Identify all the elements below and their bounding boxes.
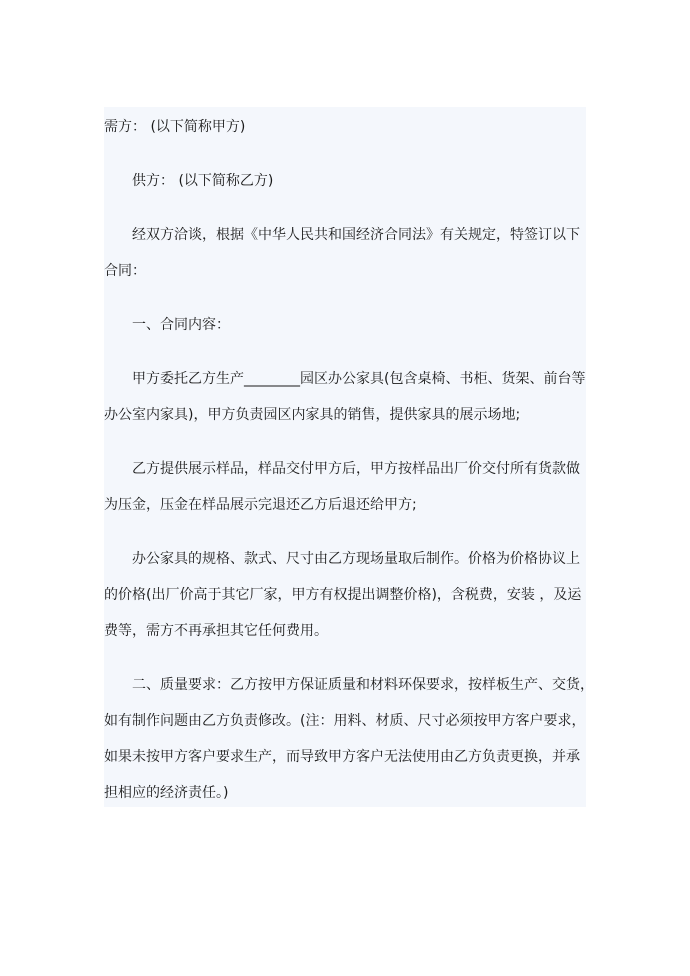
- text-line: 二、质量要求：乙方按甲方保证质量和材料环保要求，按样板生产、交货，: [132, 677, 594, 693]
- section-2-quality: [104, 667, 594, 811]
- section-1-heading: [104, 307, 586, 343]
- text-line: 如果未按甲方客户要求生产，而导致甲方客户无法使用由乙方负责更换，并承: [104, 749, 580, 765]
- section-1-item-1: [104, 361, 586, 433]
- contract-text-block: [104, 107, 594, 807]
- text-line: 乙方提供展示样品，样品交付甲方后，甲方按样品出厂价交付所有货款做: [132, 461, 580, 477]
- text-line: 经双方洽谈，根据《中华人民共和国经济合同法》有关规定，特签订以下: [132, 227, 580, 243]
- text-line: 办公室内家具)，甲方负责园区内家具的销售，提供家具的展示场地;: [104, 407, 521, 423]
- text-line: 一、合同内容：: [132, 317, 230, 333]
- text-line: 担相应的经济责任。): [104, 785, 229, 801]
- text-line: 供方： (以下简称乙方): [132, 173, 274, 189]
- text-line: 需方： (以下简称甲方): [104, 119, 246, 135]
- text-line: 甲方委托乙方生产________园区办公家具(包含桌椅、书柜、货架、前台等: [132, 371, 586, 387]
- text-line: 如有制作问题由乙方负责修改。(注：用料、材质、尺寸必须按甲方客户要求，: [104, 713, 586, 729]
- section-1-item-3: [104, 541, 586, 649]
- paragraph-buyer: [104, 109, 586, 145]
- text-line: 为压金，压金在样品展示完退还乙方后退还给甲方;: [104, 497, 417, 513]
- text-line: 的价格(出厂价高于其它厂家，甲方有权提出调整价格)，含税费，安装 ，及运: [104, 587, 582, 603]
- section-1-item-2: [104, 451, 586, 523]
- paragraph-preamble: [104, 217, 586, 289]
- paragraph-supplier: [104, 163, 586, 199]
- text-line: 合同：: [104, 263, 146, 279]
- text-line: 办公家具的规格、款式、尺寸由乙方现场量取后制作。价格为价格协议上: [132, 551, 580, 567]
- text-line: 费等，需方不再承担其它任何费用。: [104, 623, 328, 639]
